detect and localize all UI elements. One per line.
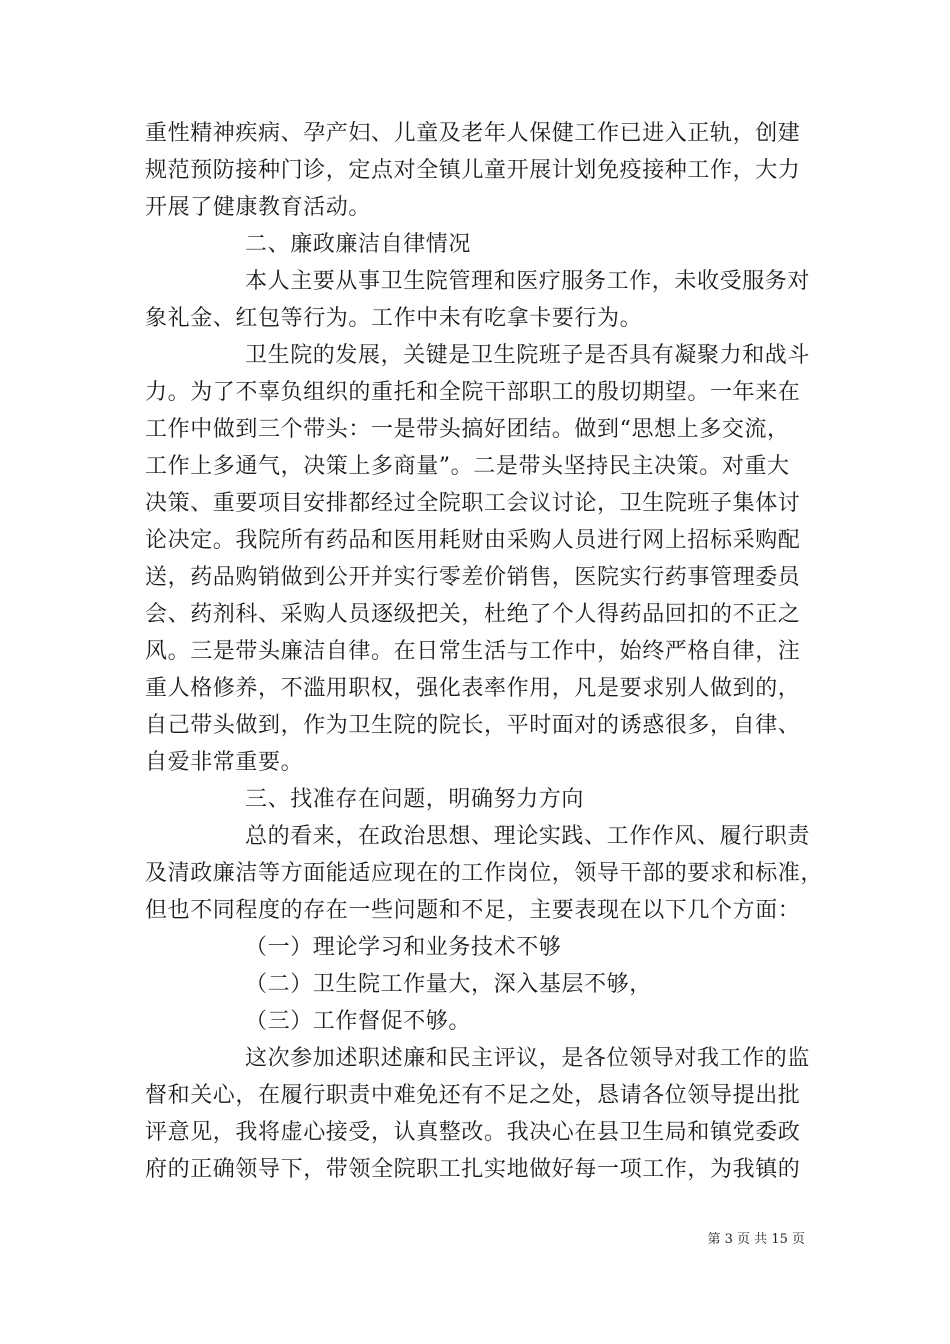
body-line: 评意见，我将虚心接受，认真整改。我决心在县卫生局和镇党委政 — [145, 1120, 801, 1145]
body-line: 工作上多通气，决策上多商量”。二是带头坚持民主决策。对重大 — [145, 454, 790, 479]
body-line: 开展了健康教育活动。 — [145, 195, 372, 220]
body-line: 自己带头做到，作为卫生院的院长，平时面对的诱惑很多，自律、 — [145, 713, 801, 738]
body-line: 规范预防接种门诊，定点对全镇儿童开展计划免疫接种工作，大力 — [145, 158, 801, 183]
body-line: 督和关心，在履行职责中难免还有不足之处，恳请各位领导提出批 — [145, 1083, 801, 1108]
body-line: 决策、重要项目安排都经过全院职工会议讨论，卫生院班子集体讨 — [145, 491, 801, 516]
body-line: 论决定。我院所有药品和医用耗财由采购人员进行网上招标采购配 — [145, 528, 801, 553]
body-line: 重人格修养，不滥用职权，强化表率作用，凡是要求别人做到的， — [145, 676, 801, 701]
body-line: 风。三是带头廉洁自律。在日常生活与工作中，始终严格自律，注 — [145, 639, 801, 664]
list-item: （二）卫生院工作量大，深入基层不够， — [245, 972, 652, 997]
body-line: 但也不同程度的存在一些问题和不足，主要表现在以下几个方面： — [145, 898, 801, 923]
body-line: 卫生院的发展，关键是卫生院班子是否具有凝聚力和战斗 — [245, 343, 811, 368]
body-line: 力。为了不辜负组织的重托和全院干部职工的殷切期望。一年来在 — [145, 380, 801, 405]
list-item: （一）理论学习和业务技术不够 — [245, 935, 562, 960]
body-line: 重性精神疾病、孕产妇、儿童及老年人保健工作已进入正轨，创建 — [145, 121, 801, 146]
list-item: （三）工作督促不够。 — [245, 1009, 472, 1034]
page-number: 第 3 页 共 15 页 — [707, 1232, 805, 1247]
body-line: 会、药剂科、采购人员逐级把关，杜绝了个人得药品回扣的不正之 — [145, 602, 801, 627]
section-heading: 三、找准存在问题，明确努力方向 — [245, 787, 585, 812]
body-line: 送，药品购销做到公开并实行零差价销售，医院实行药事管理委员 — [145, 565, 801, 590]
body-line: 工作中做到三个带头：一是带头搞好团结。做到“思想上多交流， — [145, 417, 790, 442]
body-line: 象礼金、红包等行为。工作中未有吃拿卡要行为。 — [145, 306, 643, 331]
body-line: 总的看来，在政治思想、理论实践、工作作风、履行职责 — [245, 824, 811, 849]
body-line: 自爱非常重要。 — [145, 750, 304, 775]
body-line: 及清政廉洁等方面能适应现在的工作岗位，领导干部的要求和标准， — [145, 861, 824, 886]
body-line: 本人主要从事卫生院管理和医疗服务工作，未收受服务对 — [245, 269, 811, 294]
body-line: 府的正确领导下，带领全院职工扎实地做好每一项工作，为我镇的 — [145, 1157, 801, 1182]
body-line: 这次参加述职述廉和民主评议，是各位领导对我工作的监 — [245, 1046, 811, 1071]
section-heading: 二、廉政廉洁自律情况 — [245, 232, 472, 257]
